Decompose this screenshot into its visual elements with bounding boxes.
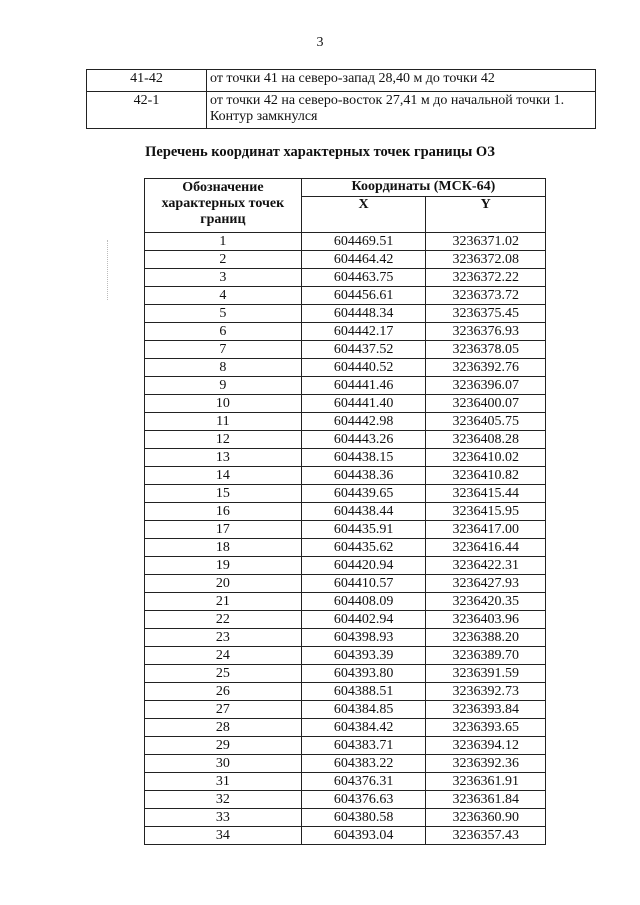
y-coordinate-cell: 3236391.59 <box>426 665 546 683</box>
y-coordinate-cell: 3236416.44 <box>426 539 546 557</box>
y-coordinate-cell: 3236427.93 <box>426 575 546 593</box>
point-number-cell: 18 <box>145 539 302 557</box>
point-number-cell: 22 <box>145 611 302 629</box>
point-number-cell: 33 <box>145 809 302 827</box>
x-coordinate-cell: 604439.65 <box>301 485 426 503</box>
table-row <box>145 755 546 773</box>
y-coordinate-cell: 3236420.35 <box>426 593 546 611</box>
table-row <box>145 467 546 485</box>
y-coordinate-cell: 3236392.36 <box>426 755 546 773</box>
x-coordinate-cell: 604376.31 <box>301 773 426 791</box>
point-number-cell: 16 <box>145 503 302 521</box>
y-coordinate-cell: 3236360.90 <box>426 809 546 827</box>
y-coordinate-cell: 3236372.08 <box>426 251 546 269</box>
segment-id: 42-1 <box>87 92 207 129</box>
point-number-cell: 26 <box>145 683 302 701</box>
table-row <box>145 431 546 449</box>
table-row <box>145 269 546 287</box>
table-row <box>145 449 546 467</box>
header-coordinates: Координаты (МСК-64) <box>301 179 545 197</box>
y-coordinate-cell: 3236361.91 <box>426 773 546 791</box>
table-row <box>145 251 546 269</box>
x-coordinate-cell: 604398.93 <box>301 629 426 647</box>
table-row <box>145 377 546 395</box>
x-coordinate-cell: 604456.61 <box>301 287 426 305</box>
point-number-cell: 23 <box>145 629 302 647</box>
x-coordinate-cell: 604442.17 <box>301 323 426 341</box>
y-coordinate-cell: 3236389.70 <box>426 647 546 665</box>
y-coordinate-cell: 3236417.00 <box>426 521 546 539</box>
point-number-cell: 20 <box>145 575 302 593</box>
y-coordinate-cell: 3236392.76 <box>426 359 546 377</box>
segment-description-table <box>86 69 596 129</box>
point-number-cell: 1 <box>145 233 302 251</box>
table-row <box>145 539 546 557</box>
point-number-cell: 14 <box>145 467 302 485</box>
point-number-cell: 21 <box>145 593 302 611</box>
point-number-cell: 7 <box>145 341 302 359</box>
y-coordinate-cell: 3236422.31 <box>426 557 546 575</box>
x-coordinate-cell: 604384.42 <box>301 719 426 737</box>
table-row <box>145 611 546 629</box>
table-row <box>145 809 546 827</box>
table-row <box>145 503 546 521</box>
segment-row <box>87 92 596 129</box>
x-coordinate-cell: 604441.40 <box>301 395 426 413</box>
y-coordinate-cell: 3236393.65 <box>426 719 546 737</box>
point-number-cell: 3 <box>145 269 302 287</box>
segment-description: от точки 41 на северо-запад 28,40 м до точки 42 <box>207 70 596 92</box>
point-number-cell: 15 <box>145 485 302 503</box>
table-row <box>145 629 546 647</box>
table-row <box>145 683 546 701</box>
point-number-cell: 24 <box>145 647 302 665</box>
x-coordinate-cell: 604463.75 <box>301 269 426 287</box>
y-coordinate-cell: 3236410.82 <box>426 467 546 485</box>
x-coordinate-cell: 604435.62 <box>301 539 426 557</box>
table-row <box>145 323 546 341</box>
y-coordinate-cell: 3236415.44 <box>426 485 546 503</box>
point-number-cell: 31 <box>145 773 302 791</box>
table-title: Перечень координат характерных точек границы ОЗ <box>145 144 495 160</box>
table-row <box>145 827 546 845</box>
header-y: Y <box>426 197 546 233</box>
point-number-cell: 8 <box>145 359 302 377</box>
y-coordinate-cell: 3236392.73 <box>426 683 546 701</box>
x-coordinate-cell: 604438.36 <box>301 467 426 485</box>
table-row <box>145 233 546 251</box>
table-row <box>145 737 546 755</box>
x-coordinate-cell: 604435.91 <box>301 521 426 539</box>
point-number-cell: 6 <box>145 323 302 341</box>
y-coordinate-cell: 3236375.45 <box>426 305 546 323</box>
segment-description: от точки 42 на северо-восток 27,41 м до начальной точки 1. Контур замкнулся <box>207 92 596 129</box>
table-row <box>145 557 546 575</box>
x-coordinate-cell: 604408.09 <box>301 593 426 611</box>
table-row <box>145 395 546 413</box>
x-coordinate-cell: 604441.46 <box>301 377 426 395</box>
y-coordinate-cell: 3236361.84 <box>426 791 546 809</box>
x-coordinate-cell: 604402.94 <box>301 611 426 629</box>
y-coordinate-cell: 3236415.95 <box>426 503 546 521</box>
y-coordinate-cell: 3236371.02 <box>426 233 546 251</box>
x-coordinate-cell: 604448.34 <box>301 305 426 323</box>
x-coordinate-cell: 604380.58 <box>301 809 426 827</box>
y-coordinate-cell: 3236388.20 <box>426 629 546 647</box>
page-number: 3 <box>316 35 324 50</box>
table-row <box>145 485 546 503</box>
x-coordinate-cell: 604442.98 <box>301 413 426 431</box>
margin-dotted-line <box>107 240 109 300</box>
x-coordinate-cell: 604469.51 <box>301 233 426 251</box>
coordinates-table <box>144 178 546 845</box>
x-coordinate-cell: 604437.52 <box>301 341 426 359</box>
point-number-cell: 29 <box>145 737 302 755</box>
point-number-cell: 9 <box>145 377 302 395</box>
point-number-cell: 5 <box>145 305 302 323</box>
point-number-cell: 27 <box>145 701 302 719</box>
x-coordinate-cell: 604440.52 <box>301 359 426 377</box>
x-coordinate-cell: 604393.80 <box>301 665 426 683</box>
x-coordinate-cell: 604384.85 <box>301 701 426 719</box>
point-number-cell: 4 <box>145 287 302 305</box>
y-coordinate-cell: 3236410.02 <box>426 449 546 467</box>
header-point-name: Обозначение характерных точек границ <box>145 179 302 233</box>
table-row <box>145 305 546 323</box>
table-row <box>145 647 546 665</box>
point-number-cell: 2 <box>145 251 302 269</box>
table-row <box>145 287 546 305</box>
point-number-cell: 32 <box>145 791 302 809</box>
coordinates-table-body <box>145 233 546 845</box>
y-coordinate-cell: 3236378.05 <box>426 341 546 359</box>
x-coordinate-cell: 604376.63 <box>301 791 426 809</box>
y-coordinate-cell: 3236372.22 <box>426 269 546 287</box>
y-coordinate-cell: 3236408.28 <box>426 431 546 449</box>
x-coordinate-cell: 604443.26 <box>301 431 426 449</box>
point-number-cell: 28 <box>145 719 302 737</box>
x-coordinate-cell: 604420.94 <box>301 557 426 575</box>
point-number-cell: 17 <box>145 521 302 539</box>
y-coordinate-cell: 3236393.84 <box>426 701 546 719</box>
y-coordinate-cell: 3236394.12 <box>426 737 546 755</box>
x-coordinate-cell: 604393.39 <box>301 647 426 665</box>
x-coordinate-cell: 604383.22 <box>301 755 426 773</box>
y-coordinate-cell: 3236357.43 <box>426 827 546 845</box>
table-row <box>145 719 546 737</box>
table-row <box>145 593 546 611</box>
x-coordinate-cell: 604383.71 <box>301 737 426 755</box>
table-row <box>145 791 546 809</box>
segment-row <box>87 70 596 92</box>
point-number-cell: 11 <box>145 413 302 431</box>
table-row <box>145 521 546 539</box>
x-coordinate-cell: 604438.15 <box>301 449 426 467</box>
y-coordinate-cell: 3236405.75 <box>426 413 546 431</box>
x-coordinate-cell: 604410.57 <box>301 575 426 593</box>
x-coordinate-cell: 604393.04 <box>301 827 426 845</box>
table-row <box>145 359 546 377</box>
table-row <box>145 665 546 683</box>
x-coordinate-cell: 604464.42 <box>301 251 426 269</box>
y-coordinate-cell: 3236400.07 <box>426 395 546 413</box>
point-number-cell: 10 <box>145 395 302 413</box>
point-number-cell: 30 <box>145 755 302 773</box>
table-row <box>145 413 546 431</box>
segment-id: 41-42 <box>87 70 207 92</box>
point-number-cell: 34 <box>145 827 302 845</box>
header-x: X <box>301 197 426 233</box>
point-number-cell: 25 <box>145 665 302 683</box>
table-row <box>145 701 546 719</box>
point-number-cell: 19 <box>145 557 302 575</box>
y-coordinate-cell: 3236396.07 <box>426 377 546 395</box>
y-coordinate-cell: 3236376.93 <box>426 323 546 341</box>
x-coordinate-cell: 604438.44 <box>301 503 426 521</box>
table-row <box>145 341 546 359</box>
table-row <box>145 575 546 593</box>
y-coordinate-cell: 3236403.96 <box>426 611 546 629</box>
y-coordinate-cell: 3236373.72 <box>426 287 546 305</box>
point-number-cell: 13 <box>145 449 302 467</box>
table-row <box>145 773 546 791</box>
x-coordinate-cell: 604388.51 <box>301 683 426 701</box>
header-row <box>145 179 546 197</box>
point-number-cell: 12 <box>145 431 302 449</box>
